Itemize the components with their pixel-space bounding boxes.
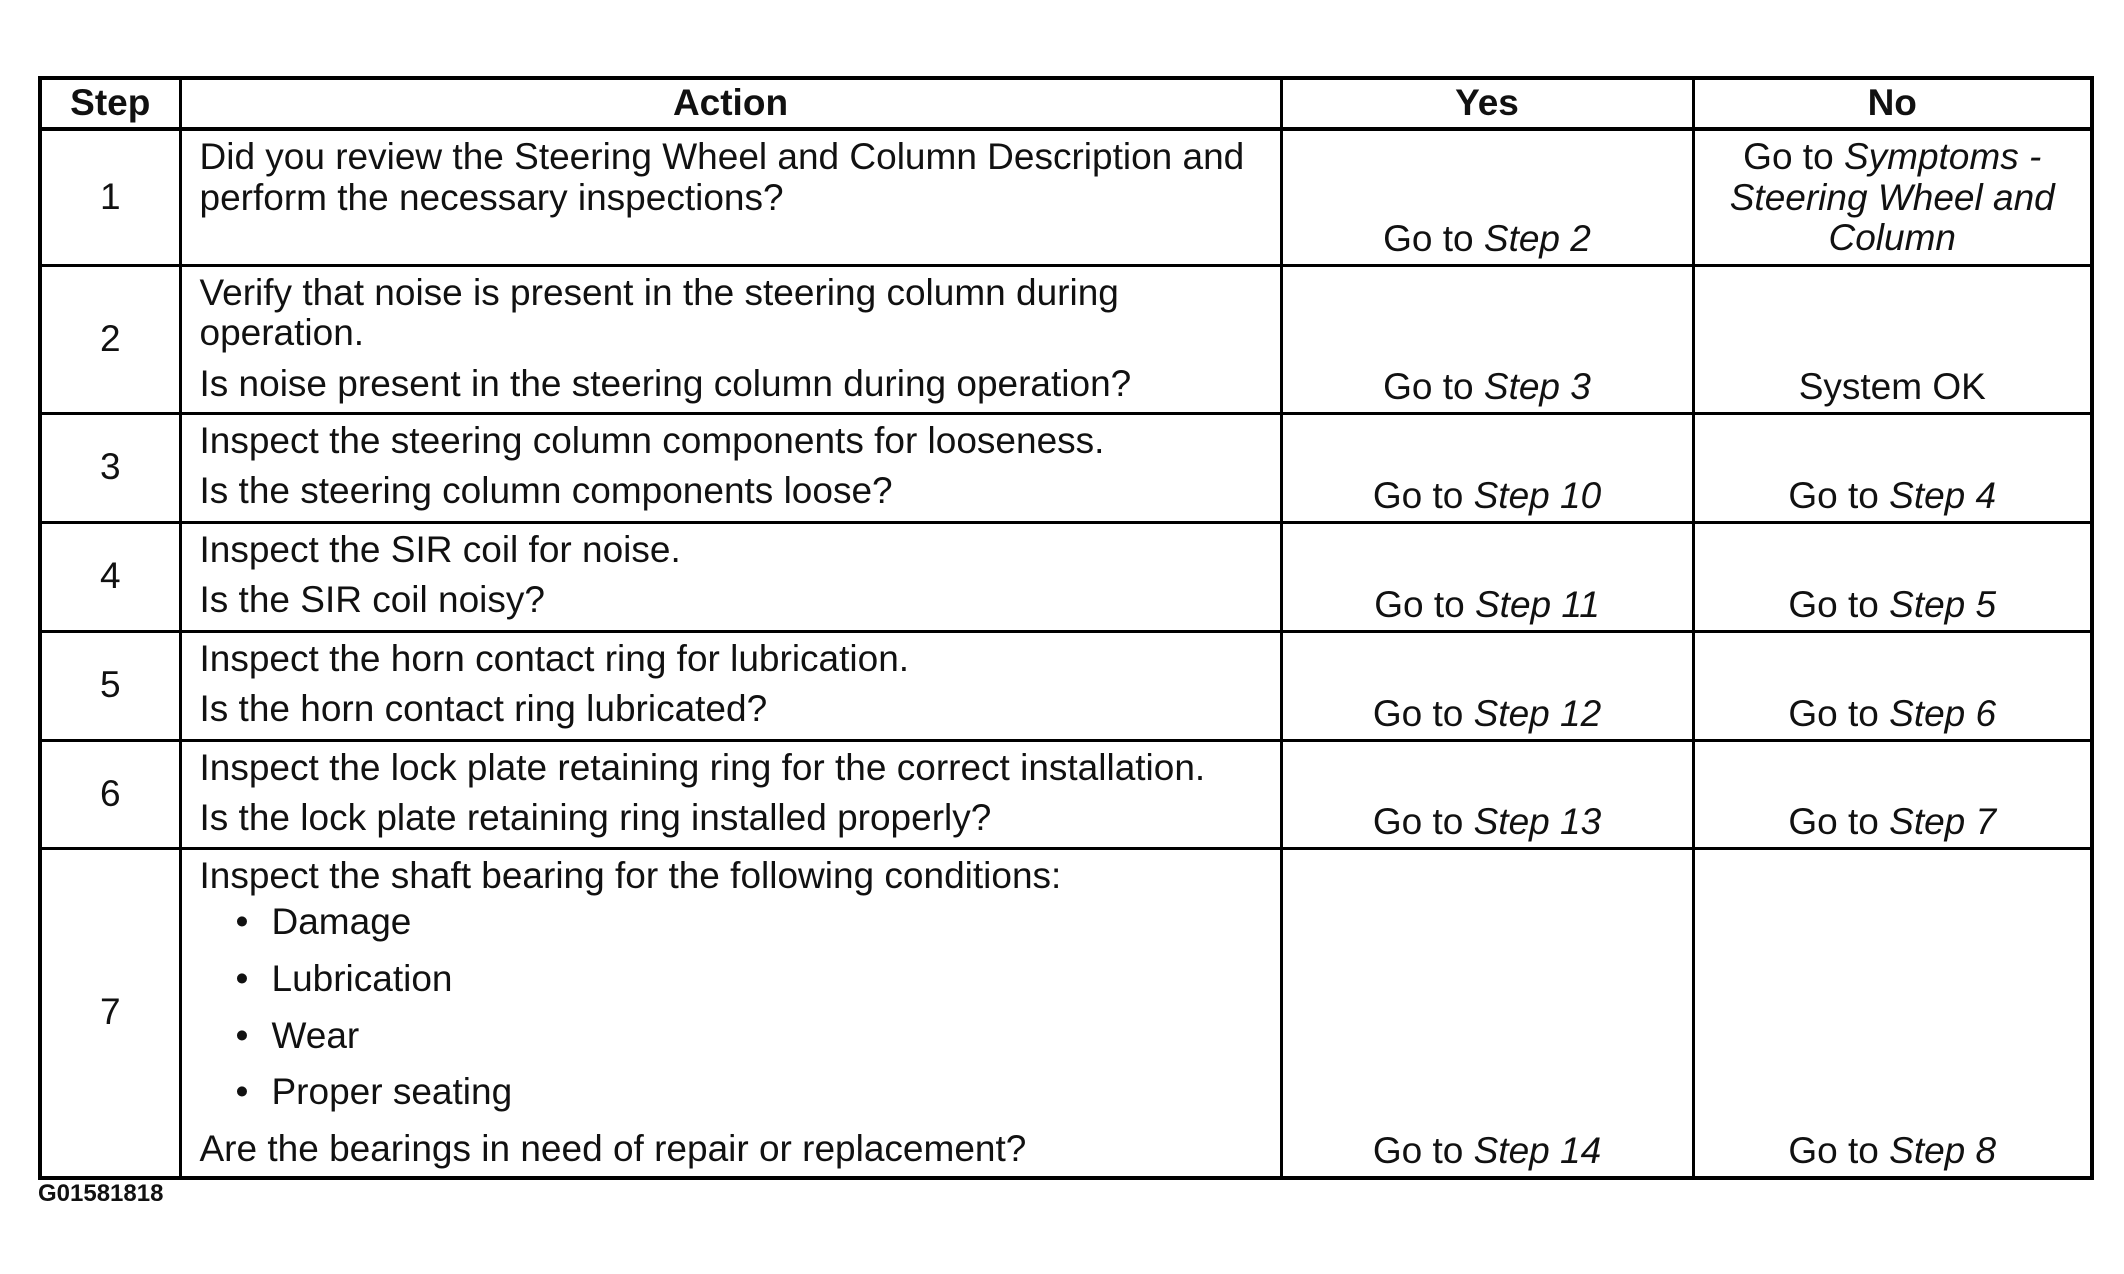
no-step-ref: Step 6 <box>1889 692 1997 734</box>
step-number: 2 <box>40 265 180 413</box>
no-prefix: Go to <box>1788 474 1879 516</box>
action-instruction: Inspect the steering column components for looseness. <box>199 419 1105 461</box>
step-number: 4 <box>40 522 180 631</box>
action-instruction: Did you review the Steering Wheel and Column Description and perform the necessary inspections? <box>199 136 1245 218</box>
yes-cell <box>1281 129 1693 265</box>
yes-prefix: Go to <box>1383 365 1474 407</box>
no-result-text: System OK <box>1798 365 1986 407</box>
step-number: 7 <box>40 848 180 1178</box>
table-row <box>40 522 2092 631</box>
action-cell <box>180 740 1281 848</box>
yes-cell <box>1281 413 1693 522</box>
diagnostic-table <box>38 76 2094 1180</box>
no-cell <box>1693 631 2092 740</box>
no-step-ref: Symptoms - Steering Wheel and Column <box>1729 136 2055 259</box>
yes-prefix: Go to <box>1383 217 1474 259</box>
no-cell <box>1693 740 2092 848</box>
yes-step-ref: Step 12 <box>1473 692 1602 734</box>
action-question: Is the steering column components loose? <box>199 470 893 512</box>
yes-step-ref: Step 2 <box>1483 217 1591 259</box>
no-step-ref: Step 5 <box>1889 583 1997 625</box>
step-number: 6 <box>40 740 180 848</box>
action-question: Is noise present in the steering column during operation? <box>199 362 1132 404</box>
table-header-row <box>40 78 2092 129</box>
action-instruction: Inspect the lock plate retaining ring for the correct installation. <box>199 746 1206 788</box>
yes-cell <box>1281 631 1693 740</box>
list-item: • Wear <box>236 1016 1262 1057</box>
table-row <box>40 413 2092 522</box>
no-step-ref: Step 4 <box>1889 474 1997 516</box>
no-cell <box>1693 522 2092 631</box>
no-step-ref: Step 8 <box>1889 1129 1997 1171</box>
table-row <box>40 631 2092 740</box>
header-no: No <box>1693 78 2092 129</box>
step-number: 5 <box>40 631 180 740</box>
action-cell <box>180 848 1281 1178</box>
yes-prefix: Go to <box>1372 692 1464 734</box>
yes-cell <box>1281 848 1693 1178</box>
yes-prefix: Go to <box>1374 583 1465 625</box>
yes-step-ref: Step 3 <box>1483 365 1591 407</box>
yes-prefix: Go to <box>1372 474 1464 516</box>
no-prefix: Go to <box>1788 583 1879 625</box>
action-question: Is the lock plate retaining ring installed properly? <box>199 797 992 839</box>
yes-cell <box>1281 740 1693 848</box>
header-step: Step <box>40 78 180 129</box>
table-row <box>40 265 2092 413</box>
condition-list <box>200 902 1262 1113</box>
action-question: Is the SIR coil noisy? <box>199 579 545 621</box>
list-item: • Damage <box>236 902 1262 943</box>
action-cell <box>180 265 1281 413</box>
table-row <box>40 129 2092 265</box>
no-prefix: Go to <box>1788 692 1879 734</box>
action-question: Is the horn contact ring lubricated? <box>199 688 768 730</box>
list-item: • Proper seating <box>236 1072 1262 1113</box>
action-instruction: Inspect the SIR coil for noise. <box>199 528 681 570</box>
no-cell <box>1693 265 2092 413</box>
no-prefix: Go to <box>1788 1129 1879 1171</box>
header-action: Action <box>180 78 1281 129</box>
list-item: • Lubrication <box>236 959 1262 1000</box>
yes-cell <box>1281 522 1693 631</box>
action-instruction: Inspect the horn contact ring for lubrication. <box>199 637 910 679</box>
step-number: 3 <box>40 413 180 522</box>
action-cell <box>180 413 1281 522</box>
action-instruction: Verify that noise is present in the steering column during operation. <box>199 271 1119 354</box>
figure-id-label: G01581818 <box>38 1180 164 1207</box>
yes-step-ref: Step 11 <box>1474 583 1600 625</box>
action-cell <box>180 631 1281 740</box>
step-number: 1 <box>40 129 180 265</box>
no-prefix: Go to <box>1743 136 1834 177</box>
action-question: Are the bearings in need of repair or replacement? <box>199 1127 1027 1169</box>
action-cell <box>180 522 1281 631</box>
yes-prefix: Go to <box>1372 1129 1464 1171</box>
no-prefix: Go to <box>1788 800 1879 842</box>
no-cell <box>1693 413 2092 522</box>
table-row <box>40 740 2092 848</box>
header-yes: Yes <box>1281 78 1693 129</box>
no-step-ref: Step 7 <box>1889 800 1997 842</box>
no-cell <box>1693 848 2092 1178</box>
yes-step-ref: Step 14 <box>1473 1129 1602 1171</box>
table-row <box>40 848 2092 1178</box>
yes-cell <box>1281 265 1693 413</box>
yes-step-ref: Step 10 <box>1473 474 1602 516</box>
yes-step-ref: Step 13 <box>1473 800 1602 842</box>
no-cell <box>1693 129 2092 265</box>
yes-prefix: Go to <box>1372 800 1464 842</box>
action-instruction: Inspect the shaft bearing for the following conditions: <box>199 854 1062 896</box>
action-cell <box>180 129 1281 265</box>
